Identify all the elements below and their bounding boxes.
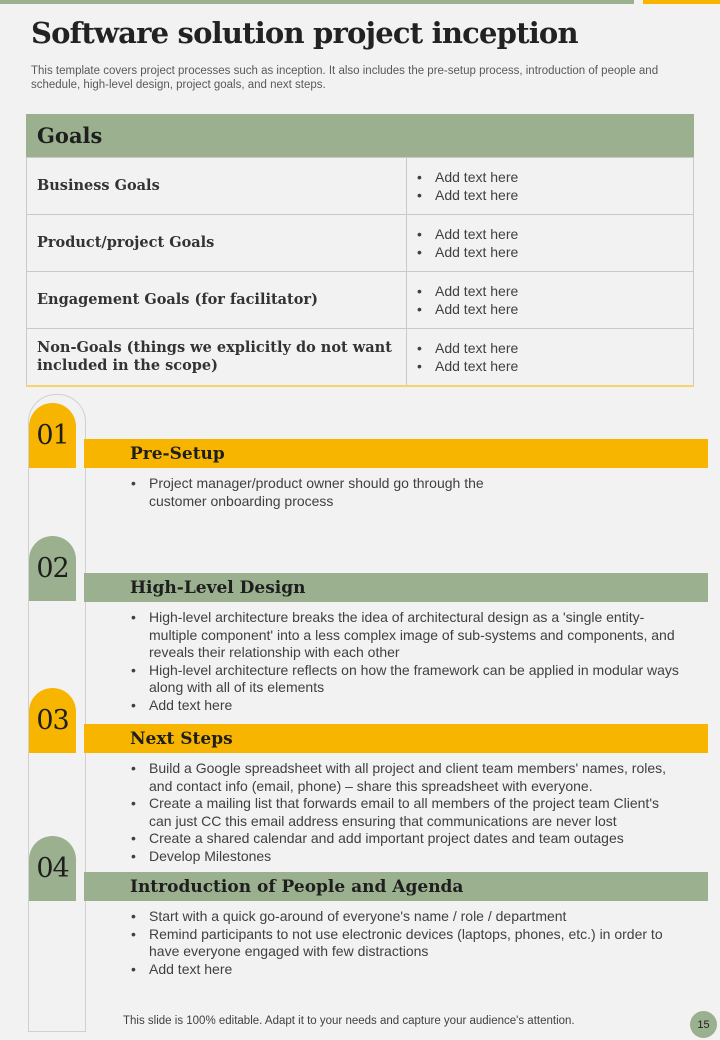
goal-label: Business Goals [27,158,407,215]
step-title-bar: Introduction of People and Agenda [84,872,708,901]
step-title-bar: High-Level Design [84,573,708,602]
goal-label: Engagement Goals (for facilitator) [27,272,407,329]
list-item: • Add text here [417,186,683,204]
table-row [27,215,694,272]
list-item: • Add text here [417,243,683,261]
list-item: • Add text here [417,300,683,318]
goal-items [417,282,683,318]
list-item: • Add text here [417,357,683,375]
goal-label: Non-Goals (things we explicitly do not want included in the scope) [27,329,407,386]
list-item: • Create a mailing list that forwards email to all members of the project team Client's can just CC this email address ensuring that communications are never lost [131,795,679,830]
list-item: • Add text here [417,339,683,357]
goals-table [26,157,694,387]
list-item: • Add text here [131,961,679,979]
footer-note: This slide is 100% editable. Adapt it to your needs and capture your audience's attention. [123,1015,575,1027]
goals-section [26,114,694,387]
list-item: • Add text here [417,225,683,243]
list-item: • Create a shared calendar and add important project dates and team outages [131,830,679,848]
step-number-badge: 01 [29,403,76,468]
top-accent-bar-yellow [643,0,720,4]
step-details [131,760,679,865]
table-row [27,272,694,329]
step-details [131,908,679,978]
step-number-badge: 04 [29,836,76,901]
list-item: • Add text here [417,168,683,186]
top-accent-bar-green [0,0,634,4]
list-item: • Develop Milestones [131,848,679,866]
goals-heading: Goals [26,114,694,157]
list-item: • Start with a quick go-around of everyone's name / role / department [131,908,679,926]
step-details [131,475,679,510]
page-number-badge: 15 [690,1011,717,1038]
list-item: • Build a Google spreadsheet with all project and client team members' names, roles, and contact info (email, phone) – share this spreadsheet with everyone. [131,760,679,795]
list-item: • High-level architecture reflects on how the framework can be applied in modular ways along with all of its elements [131,662,679,697]
list-item: • Remind participants to not use electronic devices (laptops, phones, etc.) in order to have everyone engaged with few distractions [131,926,679,961]
step-title-bar: Next Steps [84,724,708,753]
goal-items [417,225,683,261]
step-number-badge: 02 [29,536,76,601]
goal-items [417,168,683,204]
list-item: • Add text here [131,697,679,715]
list-item: • High-level architecture breaks the idea of architectural design as a 'single entity-multiple component' into a less complex image of sub-systems and components, and reveals their relationship with each other [131,609,679,662]
goal-label: Product/project Goals [27,215,407,272]
list-item: • Project manager/product owner should go through the customer onboarding process [131,475,504,510]
table-row [27,158,694,215]
step-number-badge: 03 [29,688,76,753]
goal-items [417,339,683,375]
step-title-bar: Pre-Setup [84,439,708,468]
page-title: Software solution project inception [31,16,578,50]
page-subtitle: This template covers project processes such as inception. It also includes the pre-setup process, introduction of people and schedule, high-level design, project goals, and next steps. [31,65,659,91]
step-details [131,609,679,714]
list-item: • Add text here [417,282,683,300]
table-row [27,329,694,386]
